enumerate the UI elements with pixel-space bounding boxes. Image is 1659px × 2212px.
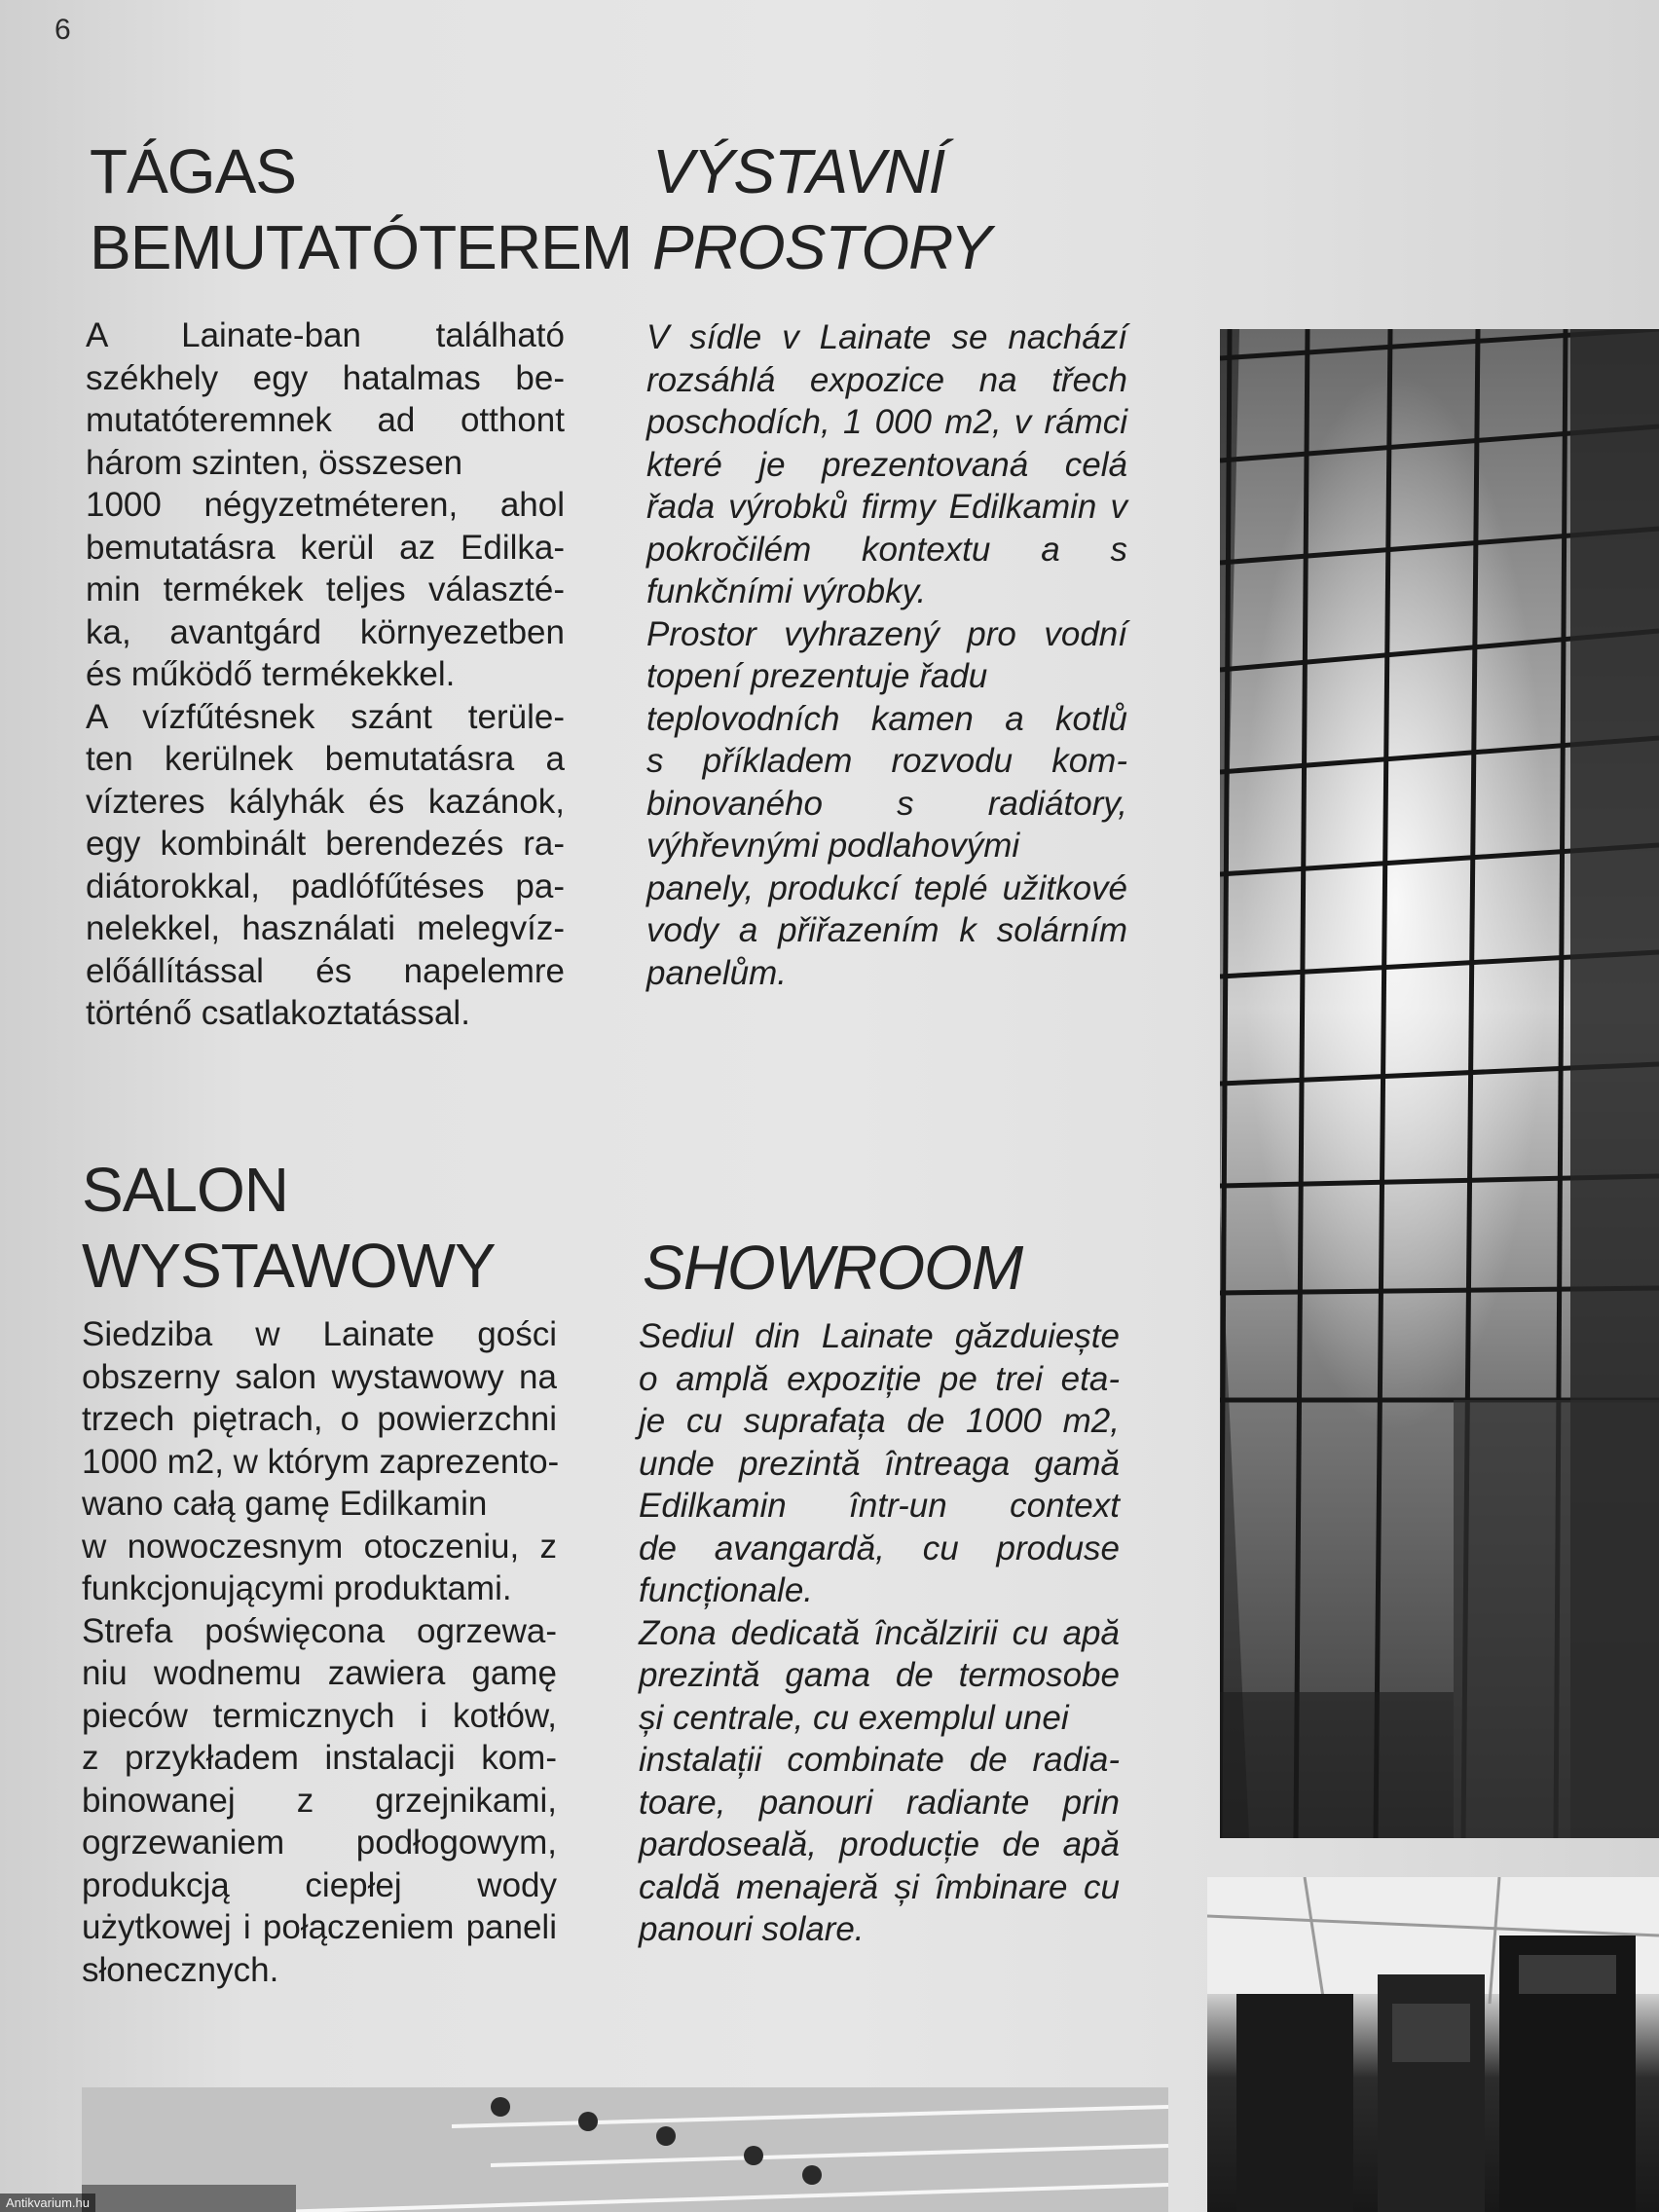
heading-line: BEMUTATÓTEREM: [90, 212, 633, 282]
text-line: z przykładem instalacji kom-: [82, 1739, 557, 1777]
text-line: obszerny salon wystawowy na: [82, 1357, 557, 1396]
paragraph-hungarian: [86, 314, 565, 1035]
text-line: binovaného s radiátory,: [646, 784, 1127, 823]
text-line: és működő termékekkel.: [86, 655, 456, 693]
text-line: toare, panouri radiante prin: [639, 1783, 1120, 1822]
text-line: wano całą gamę Edilkamin: [82, 1485, 488, 1523]
text-line: topení prezentuje řadu: [646, 657, 988, 695]
text-line: rozsáhlá expozice na třech: [646, 360, 1127, 399]
heading-romanian: [643, 1230, 1022, 1306]
text-line: funcționale.: [639, 1571, 814, 1609]
text-line: Prostor vyhrazený pro vodní: [646, 614, 1127, 653]
heading-polish: [82, 1152, 496, 1304]
text-line: panelům.: [646, 953, 787, 992]
text-line: pieców termicznych i kotłów,: [82, 1696, 557, 1735]
text-line: teplovodních kamen a kotlů: [646, 699, 1127, 738]
facade-grid-graphic: [1220, 329, 1659, 1838]
text-line: které je prezentovaná celá: [646, 445, 1127, 484]
heading-line: VÝSTAVNÍ: [652, 136, 945, 206]
text-line: słonecznych.: [82, 1950, 279, 1989]
text-line: ogrzewaniem podłogowym,: [82, 1824, 557, 1862]
text-line: trzech piętrach, o powierzchni: [82, 1400, 557, 1438]
text-line: de avangardă, cu produse: [639, 1529, 1120, 1567]
heading-line: TÁGAS: [90, 136, 296, 206]
text-line: niu wodnemu zawiera gamę: [82, 1654, 557, 1692]
heading-hungarian: [90, 133, 632, 285]
text-line: diátorokkal, padlófűtéses pa-: [86, 866, 565, 905]
text-line: mutatóteremnek ad otthont: [86, 401, 565, 439]
text-line: három szinten, összesen: [86, 443, 463, 482]
text-line: funkcjonującymi produktami.: [82, 1569, 512, 1607]
ceiling-graphic: [82, 2087, 1168, 2212]
text-line: nelekkel, használati melegvíz-: [86, 909, 565, 947]
heading-line: SHOWROOM: [643, 1233, 1023, 1303]
text-line: Siedziba w Lainate gości: [82, 1315, 557, 1353]
text-line: caldă menajeră și îmbinare cu: [639, 1867, 1120, 1906]
text-line: V sídle v Lainate se nachází: [646, 318, 1127, 356]
text-line: előállítással és napelemre: [86, 951, 565, 990]
watermark-label: Antikvarium.hu: [0, 2194, 95, 2212]
building-facade-photo: [1220, 329, 1659, 1838]
heading-czech: [652, 133, 991, 285]
text-line: pokročilém kontextu a s: [646, 530, 1127, 569]
text-line: min termékek teljes választé-: [86, 571, 565, 608]
text-line: vody a přiřazením k solárním: [646, 911, 1127, 949]
text-line: unde prezintă întreaga gamă: [639, 1444, 1120, 1483]
text-line: Zona dedicată încălzirii cu apă: [639, 1613, 1120, 1652]
text-line: panouri solare.: [639, 1910, 865, 1948]
text-line: 1000 m2, w którym zaprezento-: [82, 1442, 560, 1481]
text-line: w nowoczesnym otoczeniu, z: [82, 1527, 557, 1566]
text-line: funkčními výrobky.: [646, 572, 927, 610]
text-line: s příkladem rozvodu kom-: [646, 742, 1127, 780]
heading-line: SALON: [82, 1155, 288, 1225]
text-line: binowanej z grzejnikami,: [82, 1781, 557, 1820]
text-line: poschodích, 1 000 m2, v rámci: [646, 403, 1127, 441]
text-line: 1000 négyzetméteren, ahol: [86, 486, 565, 524]
text-line: egy kombinált berendezés ra-: [86, 825, 565, 863]
text-line: pardoseală, producție de apă: [639, 1825, 1120, 1863]
text-line: řada výrobků firmy Edilkamin v: [646, 488, 1127, 526]
text-line: bemutatásra kerül az Edilka-: [86, 528, 565, 567]
text-line: ten kerülnek bemutatásra a: [86, 740, 565, 778]
text-line: użytkowej i połączeniem paneli: [82, 1908, 557, 1946]
showroom-interior-photo: [1207, 1877, 1659, 2212]
heading-line: WYSTAWOWY: [82, 1231, 496, 1301]
text-line: și centrale, cu exemplul unei: [639, 1698, 1069, 1737]
paragraph-czech: [646, 316, 1127, 994]
text-line: székhely egy hatalmas be-: [86, 358, 565, 397]
text-line: je cu suprafața de 1000 m2,: [639, 1402, 1120, 1440]
text-line: ka, avantgárd környezetben: [86, 612, 565, 651]
text-line: produkcją ciepłej wody: [82, 1865, 557, 1904]
text-line: Sediul din Lainate găzduiește: [639, 1317, 1120, 1355]
text-line: történő csatlakoztatással.: [86, 994, 470, 1032]
text-line: instalații combinate de radia-: [639, 1741, 1120, 1779]
text-line: A Lainate-ban található: [86, 316, 565, 354]
text-line: panely, produkcí teplé užitkové: [646, 868, 1127, 907]
text-line: výhřevnými podlahovými: [646, 827, 1020, 865]
page-number: 6: [55, 14, 71, 46]
text-line: Edilkamin într-un context: [639, 1487, 1120, 1525]
stove-display-graphic: [1207, 1877, 1659, 2212]
text-line: prezintă gama de termosobe: [639, 1656, 1120, 1694]
text-line: o amplă expoziție pe trei eta-: [639, 1359, 1120, 1398]
text-line: Strefa poświęcona ogrzewa-: [82, 1611, 557, 1650]
heading-line: PROSTORY: [652, 212, 991, 282]
text-line: vízteres kályhák és kazánok,: [86, 782, 565, 821]
paragraph-romanian: [639, 1315, 1120, 1951]
ceiling-lights-photo: [82, 2087, 1168, 2212]
text-line: A vízfűtésnek szánt terüle-: [86, 697, 565, 736]
paragraph-polish: [82, 1313, 560, 1991]
